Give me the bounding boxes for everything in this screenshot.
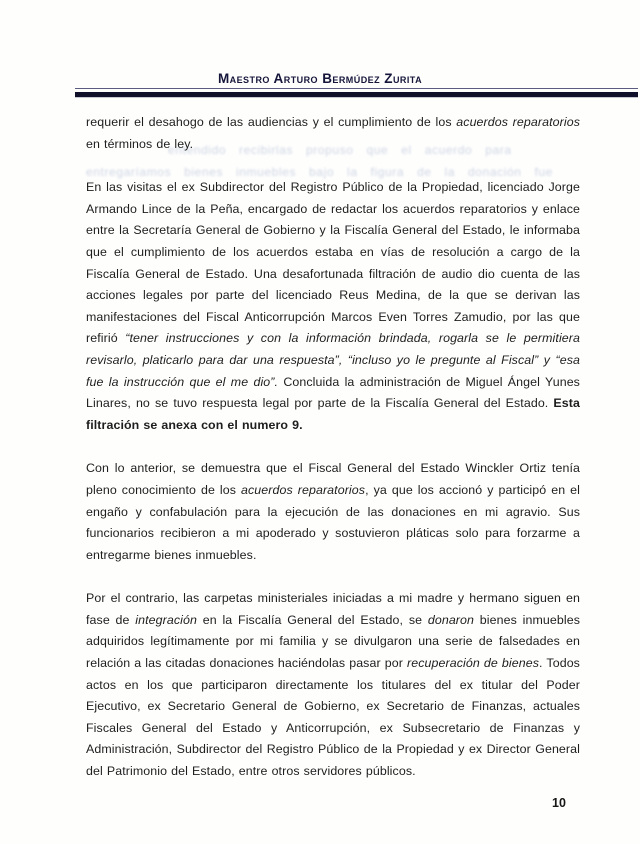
paragraph — [86, 112, 580, 155]
text-run-normal: , ya que los accionó y participó en el engaño y confabulación para la ejecución de las donaciones en mi agravio. Sus funcionarios recibieron a mi apoderado y sostuvieron pláticas solo para forzarme a entregarme bienes inmuebles. — [86, 482, 580, 562]
bleed-through-text-line: entendido recibirlas propuso que el acuerdo para — [168, 143, 512, 157]
text-run-normal: . Todos actos en los que participaron directamente los titulares del ex titular del Poder Ejecutivo, ex Secretario General de Gobierno, ex Secretario de Finanzas, actuales Fiscales General del Estado y Anticorrupción, ex Subsecretario de Finanzas y Administración, Subdirector del Registro Público de la Propiedad y ex Director General del Patrimonio del Estado, entre otros servidores públicos. — [86, 656, 580, 779]
text-run-normal: Por el contrario, las carpetas ministeriales iniciadas a mi madre y hermano siguen en fase de — [86, 591, 580, 627]
paragraph — [86, 458, 580, 566]
paragraph — [86, 588, 580, 782]
text-run-bold: Esta filtración se anexa con el numero 9. — [86, 396, 580, 432]
header-rule-thick — [75, 92, 638, 97]
text-run-italic: acuerdos reparatorios — [241, 482, 366, 497]
paragraph — [86, 177, 580, 436]
text-run-italic: “tener instrucciones y con la información brindada, rogarla se le permitiera revisarlo, platicarlo para dar una respuesta”, “incluso yo le pregunte al Fiscal” y “esa fue la instrucción que el me dio”. — [86, 331, 580, 389]
text-run-normal: Con lo anterior, se demuestra que el Fiscal General del Estado Winckler Ortiz tenía pleno conocimiento de los — [86, 461, 580, 497]
header-rule-thin — [75, 88, 638, 89]
page-number: 10 — [552, 796, 566, 810]
bleed-through-text-line: entregaríamos bienes inmuebles bajo la figura de la donación fue — [86, 165, 553, 179]
text-run-normal: en términos de ley. — [86, 136, 194, 151]
text-run-normal: bienes inmuebles adquiridos legítimamente por mi familia y se divulgaron una serie de falsedades en relación a las citadas donaciones haciéndolas pasar por — [86, 612, 580, 671]
text-run-italic: integración — [135, 612, 197, 627]
text-run-normal: requerir el desahogo de las audiencias y el cumplimiento de los — [86, 115, 457, 129]
text-run-normal: Concluida la administración de Miguel Ángel Yunes Linares, no se tuvo respuesta legal por parte de la Fiscalía General del Estado. — [86, 374, 580, 411]
document-body — [86, 112, 580, 805]
text-run-italic: acuerdos reparatorios — [456, 115, 580, 129]
header-title: Maestro Arturo Bermúdez Zurita — [217, 71, 423, 86]
text-run-normal: en la Fiscalía General del Estado, se — [197, 612, 428, 627]
text-run-italic: recuperación de bienes — [407, 656, 540, 671]
text-run-normal: En las visitas el ex Subdirector del Registro Público de la Propiedad, licenciado Jorge Armando Lince de la Peña, encargado de redactar los acuerdos reparatorios y enlace entre la Secretaría General de Gobierno y la Fiscalía General del Estado, le informaba que el cumplimiento de los acuerdos estaba en vías de resolución a cargo de la Fiscalía General de Estado. Una desafortunada filtración de audio dio cuenta de las acciones legales por parte del licenciado Reus Medina, de la que se derivan las manifestaciones del Fiscal Anticorrupción Marcos Even Torres Zamudio, por las que refirió — [86, 180, 580, 346]
text-run-italic: donaron — [427, 612, 475, 627]
